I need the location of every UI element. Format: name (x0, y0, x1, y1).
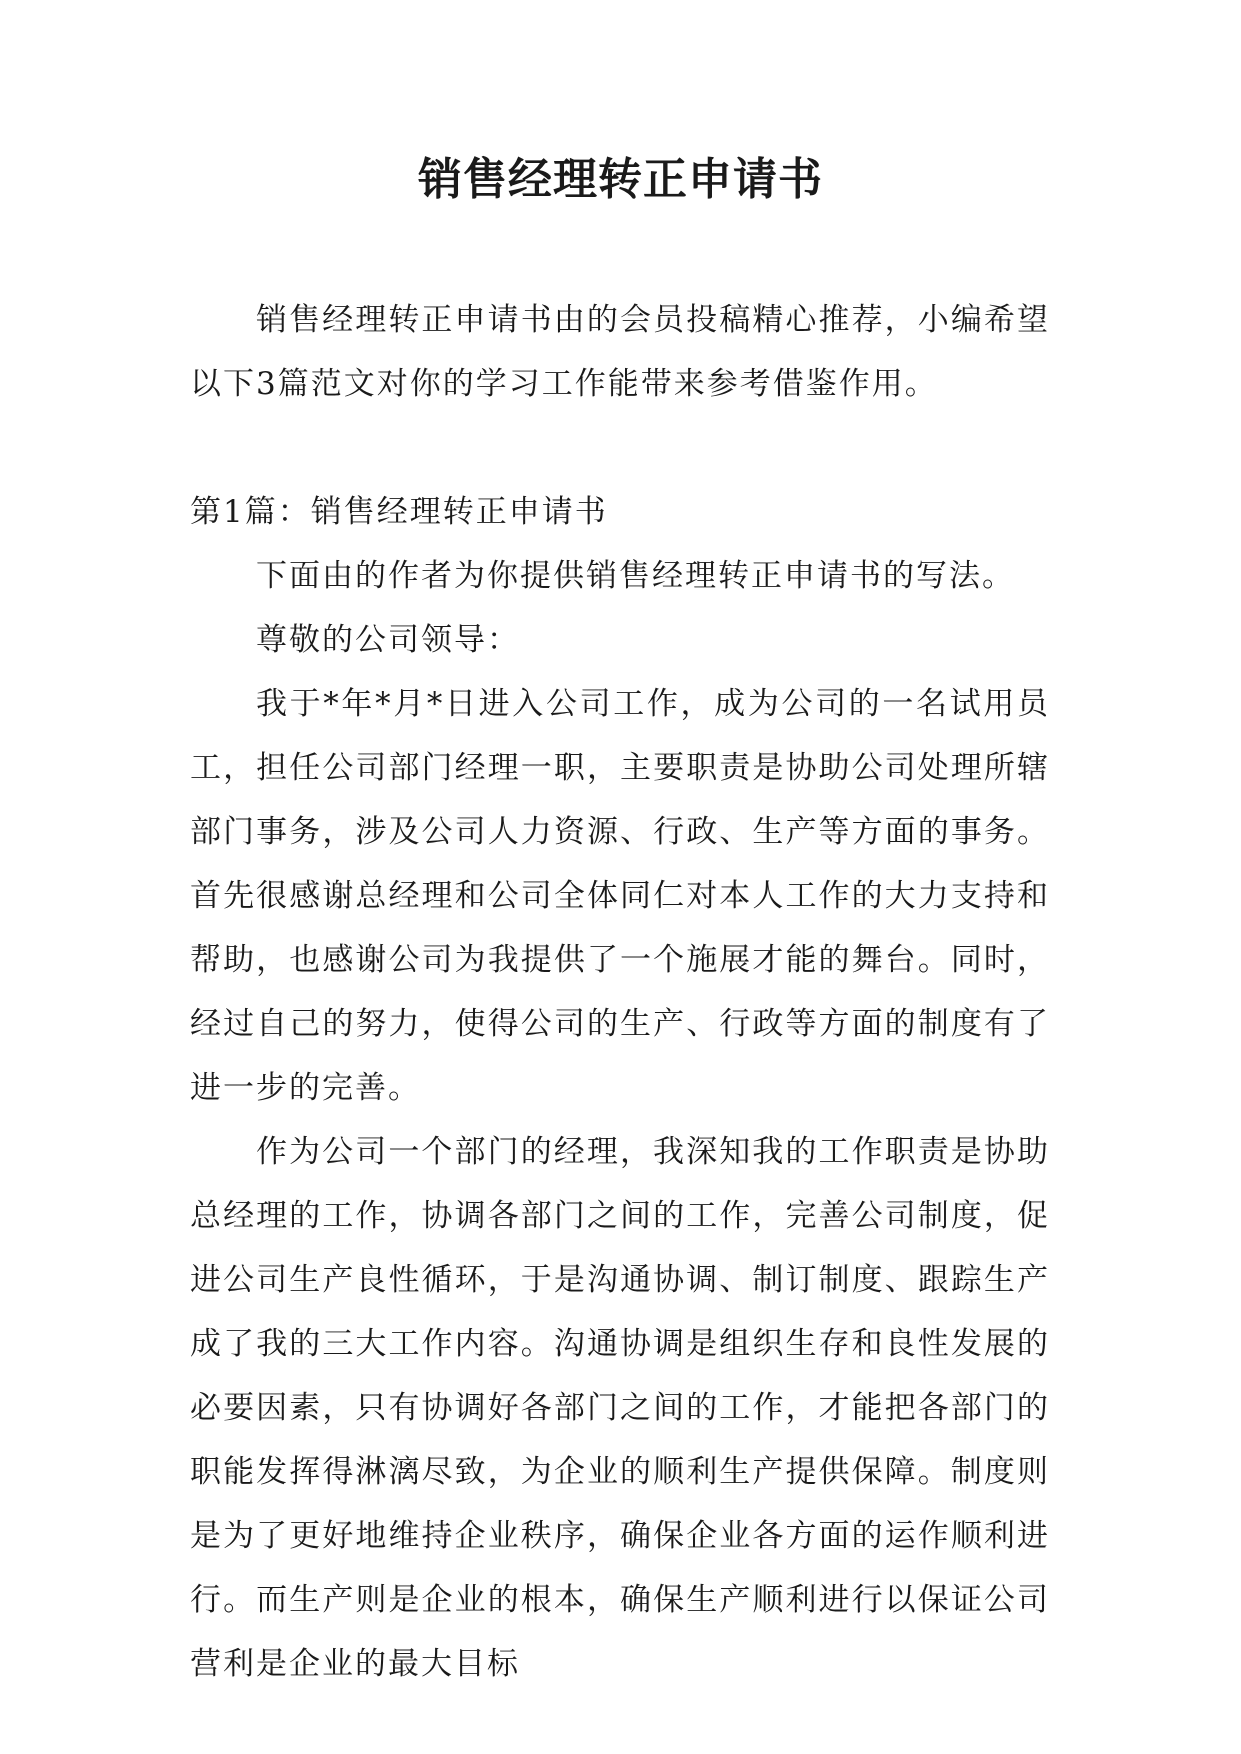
body-paragraph: 作为公司一个部门的经理，我深知我的工作职责是协助总经理的工作，协调各部门之间的工作，完善公司制度，促进公司生产良性循环，于是沟通协调、制订制度、跟踪生产成了我的三大工作内容。沟通协调是组织生存和良性发展的必要因素，只有协调好各部门之间的工作，才能把各部门的职能发挥得淋漓尽致，为企业的顺利生产提供保障。制度则是为了更好地维持企业秩序，确保企业各方面的运作顺利进行。而生产则是企业的根本，确保生产顺利进行以保证公司营利是企业的最大目标 (190, 1134, 1050, 1682)
salutation: 尊敬的公司领导： (256, 622, 520, 658)
document-body (190, 288, 1050, 1696)
intro-paragraph: 销售经理转正申请书由的会员投稿精心推荐，小编希望以下3篇范文对你的学习工作能带来参考借鉴作用。 (190, 302, 1050, 402)
body-paragraph: 我于*年*月*日进入公司工作，成为公司的一名试用员工，担任公司部门经理一职，主要职责是协助公司处理所辖部门事务，涉及公司人力资源、行政、生产等方面的事务。首先很感谢总经理和公司全体同仁对本人工作的大力支持和帮助，也感谢公司为我提供了一个施展才能的舞台。同时，经过自己的努力，使得公司的生产、行政等方面的制度有了进一步的完善。 (190, 686, 1050, 1106)
section-heading: 第1篇：销售经理转正申请书 (190, 494, 608, 530)
document-title: 销售经理转正申请书 (418, 154, 823, 205)
body-paragraph: 下面由的作者为你提供销售经理转正申请书的写法。 (256, 558, 1015, 594)
